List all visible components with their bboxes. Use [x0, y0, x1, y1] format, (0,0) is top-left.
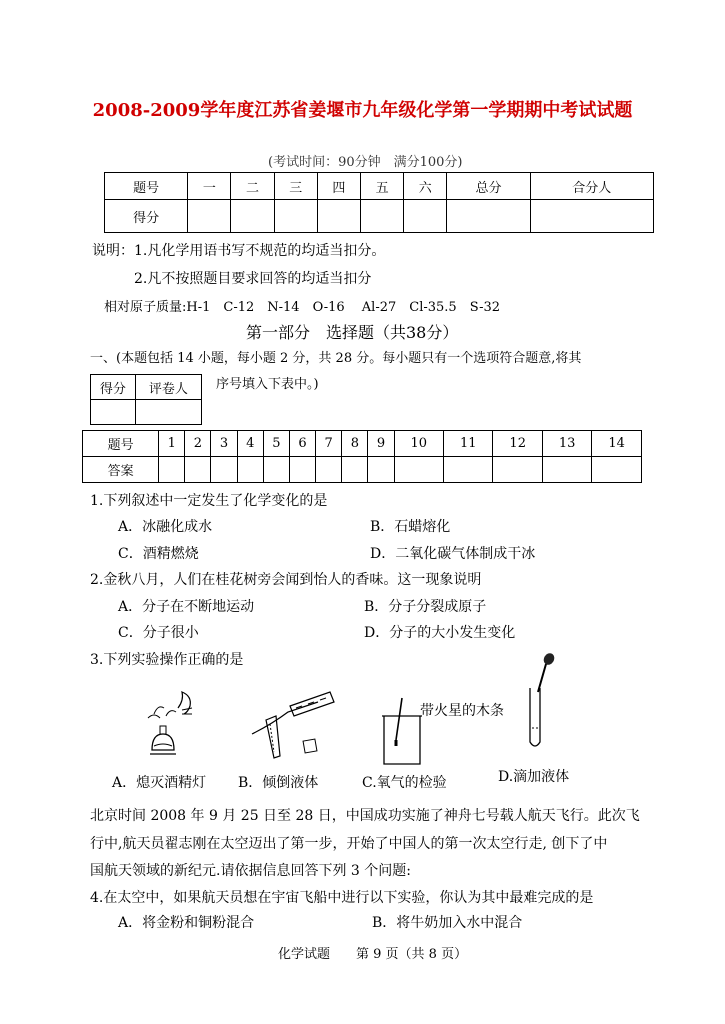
score-header: 合分人 — [530, 173, 653, 200]
q4-option-a: A．将金粉和铜粉混合 — [118, 915, 255, 931]
answer-cell[interactable] — [542, 457, 591, 483]
answer-question-number: 14 — [592, 431, 642, 457]
score-row-label: 得分 — [105, 200, 188, 233]
q1-option-a: A．冰融化成水 — [118, 519, 213, 535]
section1-intro: 一、(本题包括 14 小题，每小题 2 分，共 28 分。每小题只有一个选项符合题意,将其 — [90, 351, 582, 366]
answer-cell[interactable] — [592, 457, 642, 483]
answer-cell[interactable] — [289, 457, 315, 483]
score-table — [104, 172, 654, 233]
q1-stem: 1.下列叙述中一定发生了化学变化的是 — [90, 493, 328, 509]
score-cell[interactable] — [231, 200, 274, 233]
q3-option-c: C.氧气的检验 — [362, 775, 447, 791]
score-cell[interactable] — [404, 200, 447, 233]
score-header: 二 — [231, 173, 274, 200]
answer-question-number: 7 — [316, 431, 342, 457]
q2-option-b: B．分子分裂成原子 — [364, 599, 487, 615]
page-footer: 化学试题 第 9 页（共 8 页） — [278, 947, 468, 962]
grader-score-label: 得分 — [91, 375, 136, 400]
atomic-masses: 相对原子质量:H-1 C-12 N-14 O-16 Al-27 Cl-35.5 S-32 — [104, 300, 501, 315]
passage-line-3: 国航天领域的新纪元.请依据信息回答下列 3 个问题: — [90, 863, 411, 879]
score-header: 六 — [404, 173, 447, 200]
q3-option-b: B．倾倒液体 — [238, 775, 319, 791]
answer-cell[interactable] — [237, 457, 263, 483]
answer-question-number: 11 — [444, 431, 493, 457]
q2-option-d: D．分子的大小发生变化 — [364, 625, 516, 641]
figure-pouring-liquid-icon — [250, 684, 342, 766]
answer-row-label: 题号 — [83, 431, 159, 457]
score-cell[interactable] — [188, 200, 231, 233]
answer-cell[interactable] — [185, 457, 211, 483]
answer-question-number: 2 — [185, 431, 211, 457]
q1-option-b: B．石蜡熔化 — [370, 519, 451, 535]
q2-option-a: A．分子在不断地运动 — [118, 599, 255, 615]
answer-cell[interactable] — [368, 457, 394, 483]
q3-stick-label: 带火星的木条 — [420, 703, 504, 719]
note-1: 说明：1.凡化学用语书写不规范的均适当扣分。 — [92, 243, 386, 259]
answer-cell[interactable] — [316, 457, 342, 483]
score-header: 四 — [317, 173, 360, 200]
passage-line-1: 北京时间 2008 年 9 月 25 日至 28 日，中国成功实施了神舟七号载人航天飞行。此次飞 — [90, 808, 640, 824]
score-cell[interactable] — [447, 200, 530, 233]
answer-cell[interactable] — [394, 457, 443, 483]
passage-line-2: 行中,航天员翟志刚在太空迈出了第一步，开始了中国人的第一次太空行走, 创下了中 — [90, 836, 608, 852]
q3-option-a: A．熄灭酒精灯 — [112, 775, 207, 791]
answer-question-number: 13 — [542, 431, 591, 457]
score-cell[interactable] — [274, 200, 317, 233]
q2-option-c: C．分子很小 — [118, 625, 199, 641]
answer-question-number: 4 — [237, 431, 263, 457]
answer-question-number: 10 — [394, 431, 443, 457]
part1-title: 第一部分 选择题（共38分） — [246, 323, 459, 342]
figure-alcohol-lamp-icon — [138, 688, 218, 770]
q4-stem: 4.在太空中，如果航天员想在宇宙飞船中进行以下实验，你认为其中最难完成的是 — [90, 890, 594, 906]
answer-question-number: 5 — [263, 431, 289, 457]
answer-question-number: 6 — [289, 431, 315, 457]
score-header: 一 — [188, 173, 231, 200]
answer-cell[interactable] — [211, 457, 237, 483]
grader-table — [90, 374, 202, 425]
grader-label: 评卷人 — [135, 375, 201, 400]
answer-cell[interactable] — [493, 457, 542, 483]
score-header: 题号 — [105, 173, 188, 200]
score-cell[interactable] — [361, 200, 404, 233]
exam-info: (考试时间：90分钟 满分100分) — [268, 155, 463, 170]
figure-dropper-icon — [520, 652, 560, 752]
answer-question-number: 8 — [342, 431, 368, 457]
answer-question-number: 9 — [368, 431, 394, 457]
grader-score-cell[interactable] — [91, 400, 136, 425]
q2-stem: 2.金秋八月，人们在桂花树旁会闻到怡人的香味。这一现象说明 — [90, 572, 482, 588]
answer-question-number: 3 — [211, 431, 237, 457]
score-header: 三 — [274, 173, 317, 200]
q3-option-d: D.滴加液体 — [498, 769, 570, 785]
score-cell[interactable] — [530, 200, 653, 233]
score-header: 五 — [361, 173, 404, 200]
q4-option-b: B．将牛奶加入水中混合 — [372, 915, 523, 931]
answer-cell[interactable] — [263, 457, 289, 483]
q3-stem: 3.下列实验操作正确的是 — [90, 652, 244, 668]
exam-title: 2008-2009学年度江苏省姜堰市九年级化学第一学期期中考试试题 — [92, 100, 633, 121]
score-cell[interactable] — [317, 200, 360, 233]
q1-option-c: C．酒精燃烧 — [118, 546, 199, 562]
answer-question-number: 12 — [493, 431, 542, 457]
score-header: 总分 — [447, 173, 530, 200]
answer-cell[interactable] — [159, 457, 185, 483]
answer-label: 答案 — [83, 457, 159, 483]
note-2: 2.凡不按照题目要求回答的均适当扣分 — [134, 271, 372, 287]
answer-question-number: 1 — [159, 431, 185, 457]
grader-name-cell[interactable] — [135, 400, 201, 425]
answer-table — [82, 430, 642, 483]
q1-option-d: D．二氧化碳气体制成干冰 — [370, 546, 536, 562]
answer-cell[interactable] — [444, 457, 493, 483]
answer-cell[interactable] — [342, 457, 368, 483]
section1-intro-cont: 序号填入下表中。) — [216, 377, 319, 392]
